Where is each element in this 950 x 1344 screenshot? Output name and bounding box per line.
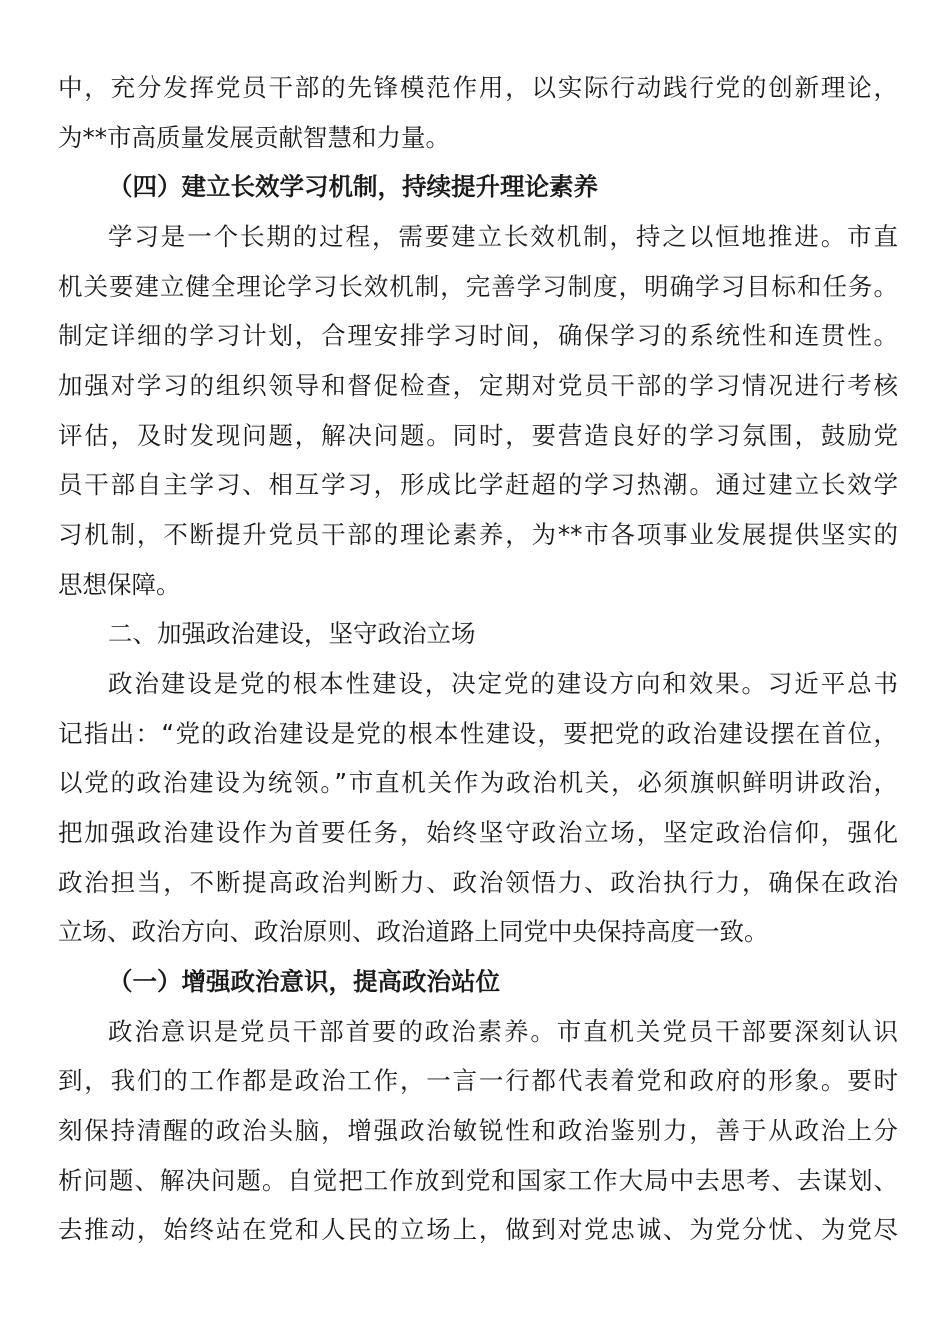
text-line: 以党的政治建设为统领。”市直机关作为政治机关，必须旗帜鲜明讲政治， [58, 768, 898, 797]
text-line: 政治意识是党员干部首要的政治素养。市直机关党员干部要深刻认识 [108, 1017, 898, 1046]
text-line: 为**市高质量发展贡献智慧和力量。 [58, 123, 450, 152]
text-line: 习机制，不断提升党员干部的理论素养，为**市各项事业发展提供坚实的 [58, 520, 898, 549]
chapter-heading: 二、加强政治建设，坚守政治立场 [108, 619, 476, 648]
text-line: 机关要建立健全理论学习长效机制，完善学习制度，明确学习目标和任务。 [58, 272, 898, 301]
text-line: 到，我们的工作都是政治工作，一言一行都代表着党和政府的形象。要时 [58, 1066, 898, 1095]
text-line: 记指出：“党的政治建设是党的根本性建设，要把党的政治建设摆在首位， [58, 719, 898, 748]
text-line: 评估，及时发现问题，解决问题。同时，要营造良好的学习氛围，鼓励党 [58, 421, 898, 450]
text-line: 把加强政治建设作为首要任务，始终坚守政治立场，坚定政治信仰，强化 [58, 818, 898, 847]
text-line: 刻保持清醒的政治头脑，增强政治敏锐性和政治鉴别力，善于从政治上分 [58, 1116, 898, 1145]
section-heading: （一）增强政治意识，提高政治站位 [108, 967, 500, 996]
text-line: 学习是一个长期的过程，需要建立长效机制，持之以恒地推进。市直 [108, 222, 898, 251]
section-heading: （四）建立长效学习机制，持续提升理论素养 [108, 172, 598, 201]
text-line: 政治建设是党的根本性建设，决定党的建设方向和效果。习近平总书 [108, 669, 898, 698]
text-line: 中，充分发挥党员干部的先锋模范作用，以实际行动践行党的创新理论， [58, 73, 898, 102]
text-line: 制定详细的学习计划，合理安排学习时间，确保学习的系统性和连贯性。 [58, 321, 898, 350]
text-line: 析问题、解决问题。自觉把工作放到党和国家工作大局中去思考、去谋划、 [58, 1166, 898, 1195]
text-line: 政治担当，不断提高政治判断力、政治领悟力、政治执行力，确保在政治 [58, 868, 898, 897]
text-line: 加强对学习的组织领导和督促检查，定期对党员干部的学习情况进行考核 [58, 371, 898, 400]
text-line: 立场、政治方向、政治原则、政治道路上同党中央保持高度一致。 [58, 917, 769, 946]
text-line: 去推动，始终站在党和人民的立场上，做到对党忠诚、为党分忧、为党尽 [58, 1215, 898, 1244]
text-line: 员干部自主学习、相互学习，形成比学赶超的学习热潮。通过建立长效学 [58, 470, 898, 499]
text-line: 思想保障。 [58, 570, 181, 599]
